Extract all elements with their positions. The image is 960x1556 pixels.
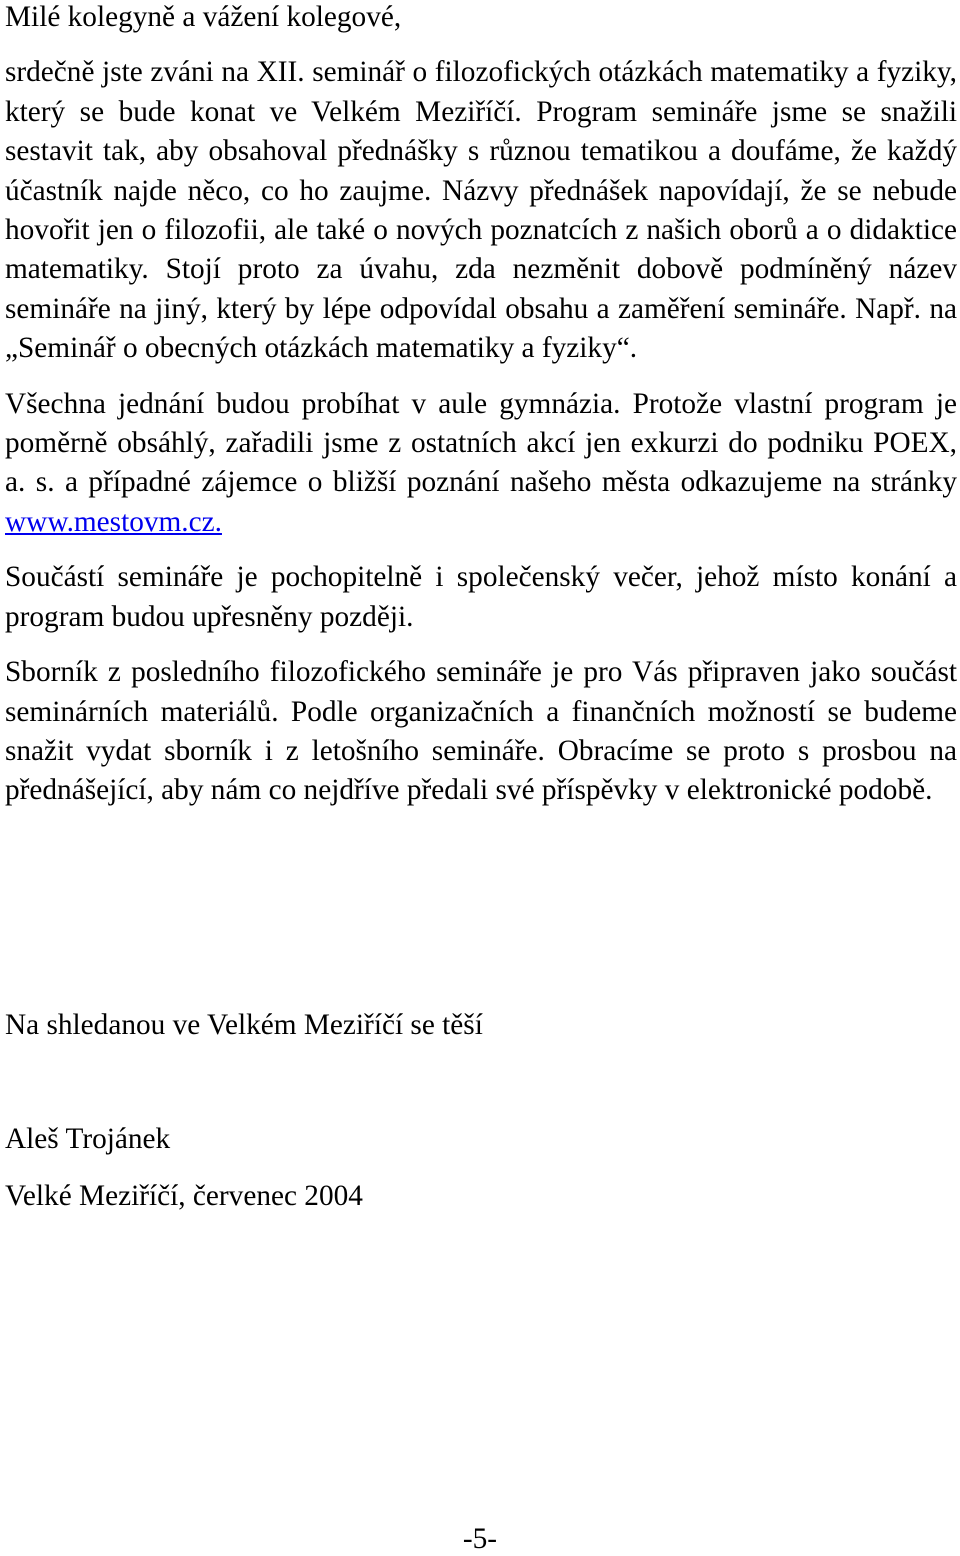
- paragraph-venue-text: Všechna jednání budou probíhat v aule gymnázia. Protože vlastní program je poměrně obsáhlý, zařadili jsme z ostatních akcí jen exkurzi do podniku POEX, a. s. a případné zájemce o bližší poznání našeho města odkazujeme na stránky: [5, 387, 957, 499]
- paragraph-social-evening: Součástí semináře je pochopitelně i společenský večer, jehož místo konání a program budou upřesněny později.: [5, 561, 957, 633]
- letter-body: [5, 0, 957, 811]
- signature: Aleš Trojánek: [5, 1123, 171, 1155]
- paragraph-invitation: srdečně jste zváni na XII. seminář o filozofických otázkách matematiky a fyziky, který se bude konat ve Velkém Meziříčí. Program semináře jsme se snažili sestavit tak, aby obsahoval přednášky s různou tematikou a doufáme, že každý účastník najde něco, co ho zaujme. Názvy přednášek napovídají, že se nebude hovořit jen o filozofii, ale také o nových poznatcích z našich oborů a o didaktice matematiky. Stojí proto za úvahu, zda nezměnit dobově podmíněný název semináře na jiný, který by lépe odpovídal obsahu a zaměření semináře. Např. na „Seminář o obecných otázkách matematiky a fyziky“.: [5, 56, 957, 365]
- page-number: -5-: [462, 1523, 498, 1555]
- paragraph-venue: [5, 385, 957, 543]
- city-website-link[interactable]: www.mestovm.cz.: [5, 505, 222, 538]
- farewell: Na shledanou ve Velkém Meziříčí se těší: [5, 1009, 483, 1041]
- paragraph-proceedings: Sborník z posledního filozofického semináře je pro Vás připraven jako součást seminárních materiálů. Podle organizačních a finančních možností se budeme snažit vydat sborník i z letošního semináře. Obracíme se proto s prosbou na přednášející, aby nám co nejdříve předali své příspěvky v elektronické podobě.: [5, 656, 957, 807]
- salutation: Milé kolegyně a vážení kolegové,: [5, 1, 402, 33]
- place-and-date: Velké Meziříčí, červenec 2004: [5, 1180, 363, 1212]
